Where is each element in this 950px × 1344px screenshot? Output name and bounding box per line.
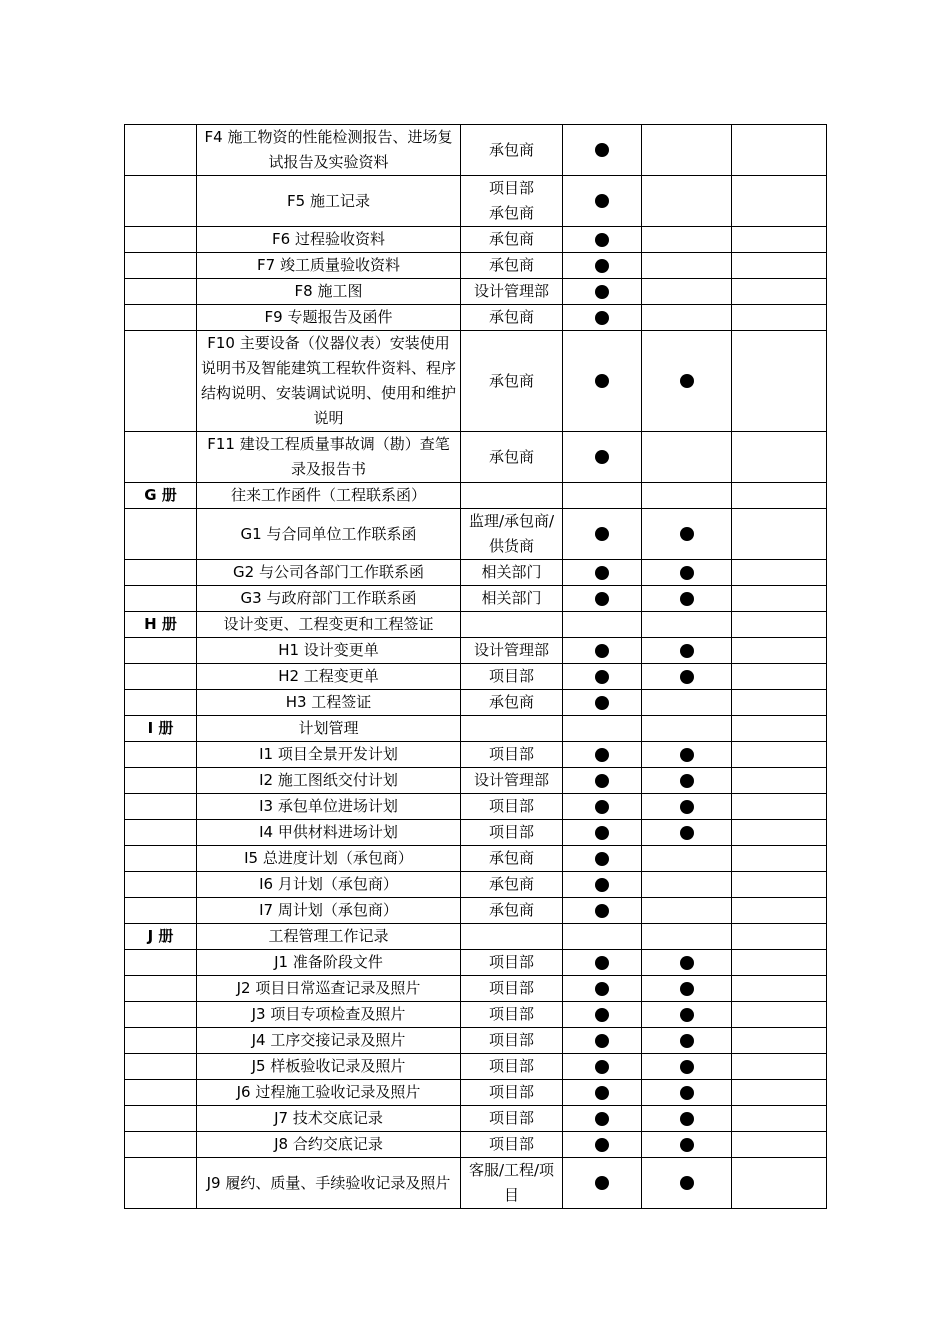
volume-label-cell (125, 509, 197, 560)
mark-cell-1 (563, 690, 642, 716)
volume-label-cell (125, 872, 197, 898)
mark-cell-1 (563, 742, 642, 768)
table-row (125, 872, 827, 898)
empty-cell (732, 872, 827, 898)
volume-label-cell (125, 898, 197, 924)
mark-cell-2 (642, 483, 732, 509)
filled-circle-icon (595, 956, 609, 970)
table-row (125, 125, 827, 176)
table-row (125, 846, 827, 872)
mark-cell-1 (563, 638, 642, 664)
mark-cell-2 (642, 898, 732, 924)
filled-circle-icon (595, 285, 609, 299)
document-title-cell: J2 项目日常巡查记录及照片 (197, 976, 461, 1002)
responsible-dept-cell: 承包商 (461, 846, 563, 872)
filled-circle-icon (595, 374, 609, 388)
empty-cell (732, 1080, 827, 1106)
mark-cell-2 (642, 820, 732, 846)
filled-circle-icon (680, 1112, 694, 1126)
volume-label-cell (125, 768, 197, 794)
responsible-dept-cell: 承包商 (461, 432, 563, 483)
table-row (125, 483, 827, 509)
filled-circle-icon (595, 592, 609, 606)
mark-cell-1 (563, 1158, 642, 1209)
document-title-cell: I5 总进度计划（承包商） (197, 846, 461, 872)
empty-cell (732, 664, 827, 690)
filled-circle-icon (680, 1176, 694, 1190)
mark-cell-1 (563, 176, 642, 227)
table-row (125, 1080, 827, 1106)
volume-label-cell (125, 1028, 197, 1054)
volume-label-cell (125, 227, 197, 253)
mark-cell-2 (642, 1080, 732, 1106)
responsible-dept-cell (461, 716, 563, 742)
table-row (125, 586, 827, 612)
responsible-dept-cell (461, 924, 563, 950)
document-title-cell: J5 样板验收记录及照片 (197, 1054, 461, 1080)
responsible-dept-cell: 项目部 (461, 1132, 563, 1158)
empty-cell (732, 742, 827, 768)
document-title-cell: J9 履约、质量、手续验收记录及照片 (197, 1158, 461, 1209)
mark-cell-2 (642, 227, 732, 253)
filled-circle-icon (680, 956, 694, 970)
responsible-dept-cell: 设计管理部 (461, 768, 563, 794)
mark-cell-2 (642, 176, 732, 227)
mark-cell-2 (642, 638, 732, 664)
empty-cell (732, 794, 827, 820)
volume-label-cell: H 册 (125, 612, 197, 638)
empty-cell (732, 1028, 827, 1054)
table-row (125, 768, 827, 794)
responsible-dept-cell: 项目部 (461, 976, 563, 1002)
mark-cell-2 (642, 1106, 732, 1132)
document-title-cell: I2 施工图纸交付计划 (197, 768, 461, 794)
filled-circle-icon (680, 826, 694, 840)
responsible-dept-cell: 承包商 (461, 690, 563, 716)
filled-circle-icon (595, 233, 609, 247)
document-title-cell: F8 施工图 (197, 279, 461, 305)
table-row (125, 898, 827, 924)
table-row (125, 1028, 827, 1054)
document-title-cell: F11 建设工程质量事故调（勘）查笔录及报告书 (197, 432, 461, 483)
filled-circle-icon (595, 748, 609, 762)
table-row (125, 690, 827, 716)
filled-circle-icon (680, 1008, 694, 1022)
mark-cell-1 (563, 253, 642, 279)
mark-cell-1 (563, 1054, 642, 1080)
mark-cell-2 (642, 305, 732, 331)
filled-circle-icon (595, 1008, 609, 1022)
mark-cell-1 (563, 612, 642, 638)
responsible-dept-cell: 项目部 (461, 794, 563, 820)
responsible-dept-cell: 承包商 (461, 305, 563, 331)
empty-cell (732, 638, 827, 664)
filled-circle-icon (595, 311, 609, 325)
empty-cell (732, 483, 827, 509)
empty-cell (732, 768, 827, 794)
table-row (125, 1002, 827, 1028)
mark-cell-1 (563, 1080, 642, 1106)
empty-cell (732, 612, 827, 638)
table-row (125, 664, 827, 690)
mark-cell-2 (642, 794, 732, 820)
responsible-dept-cell: 项目部 (461, 820, 563, 846)
mark-cell-2 (642, 664, 732, 690)
empty-cell (732, 1106, 827, 1132)
empty-cell (732, 924, 827, 950)
mark-cell-1 (563, 509, 642, 560)
filled-circle-icon (680, 644, 694, 658)
filled-circle-icon (595, 194, 609, 208)
empty-cell (732, 509, 827, 560)
responsible-dept-cell: 客服/工程/项目 (461, 1158, 563, 1209)
document-title-cell: J3 项目专项检查及照片 (197, 1002, 461, 1028)
mark-cell-2 (642, 331, 732, 432)
document-title-cell: J7 技术交底记录 (197, 1106, 461, 1132)
filled-circle-icon (680, 670, 694, 684)
volume-label-cell: J 册 (125, 924, 197, 950)
volume-label-cell (125, 176, 197, 227)
mark-cell-2 (642, 509, 732, 560)
volume-label-cell (125, 690, 197, 716)
empty-cell (732, 279, 827, 305)
document-title-cell: H1 设计变更单 (197, 638, 461, 664)
volume-label-cell (125, 950, 197, 976)
responsible-dept-cell: 项目部 (461, 1106, 563, 1132)
volume-label-cell: G 册 (125, 483, 197, 509)
empty-cell (732, 898, 827, 924)
document-title-cell: F9 专题报告及函件 (197, 305, 461, 331)
responsible-dept-cell: 承包商 (461, 227, 563, 253)
document-title-cell: J4 工序交接记录及照片 (197, 1028, 461, 1054)
table-row (125, 612, 827, 638)
archive-list-table (124, 124, 827, 1209)
filled-circle-icon (595, 644, 609, 658)
empty-cell (732, 125, 827, 176)
volume-label-cell (125, 279, 197, 305)
document-title-cell: F7 竣工质量验收资料 (197, 253, 461, 279)
mark-cell-1 (563, 924, 642, 950)
table-row (125, 227, 827, 253)
filled-circle-icon (680, 748, 694, 762)
empty-cell (732, 253, 827, 279)
mark-cell-2 (642, 924, 732, 950)
responsible-dept-cell: 相关部门 (461, 560, 563, 586)
table-row (125, 820, 827, 846)
responsible-dept-cell: 承包商 (461, 331, 563, 432)
document-title-cell: 计划管理 (197, 716, 461, 742)
responsible-dept-cell (461, 612, 563, 638)
mark-cell-1 (563, 1132, 642, 1158)
filled-circle-icon (595, 1112, 609, 1126)
empty-cell (732, 716, 827, 742)
mark-cell-1 (563, 1106, 642, 1132)
empty-cell (732, 950, 827, 976)
empty-cell (732, 690, 827, 716)
table-row (125, 638, 827, 664)
document-title-cell: J6 过程施工验收记录及照片 (197, 1080, 461, 1106)
filled-circle-icon (595, 878, 609, 892)
document-title-cell: H2 工程变更单 (197, 664, 461, 690)
filled-circle-icon (595, 696, 609, 710)
empty-cell (732, 846, 827, 872)
filled-circle-icon (595, 1060, 609, 1074)
responsible-dept-cell: 项目部 (461, 1080, 563, 1106)
mark-cell-1 (563, 794, 642, 820)
document-title-cell: F5 施工记录 (197, 176, 461, 227)
volume-label-cell (125, 846, 197, 872)
mark-cell-2 (642, 976, 732, 1002)
volume-label-cell (125, 305, 197, 331)
mark-cell-1 (563, 716, 642, 742)
responsible-dept-cell: 项目部 承包商 (461, 176, 563, 227)
responsible-dept-cell: 监理/承包商/供货商 (461, 509, 563, 560)
filled-circle-icon (680, 774, 694, 788)
filled-circle-icon (680, 592, 694, 606)
mark-cell-1 (563, 483, 642, 509)
filled-circle-icon (595, 774, 609, 788)
responsible-dept-cell: 承包商 (461, 898, 563, 924)
table-row (125, 305, 827, 331)
responsible-dept-cell: 项目部 (461, 950, 563, 976)
responsible-dept-cell: 设计管理部 (461, 279, 563, 305)
filled-circle-icon (595, 1034, 609, 1048)
mark-cell-2 (642, 846, 732, 872)
mark-cell-1 (563, 586, 642, 612)
volume-label-cell: I 册 (125, 716, 197, 742)
table-row (125, 279, 827, 305)
empty-cell (732, 820, 827, 846)
volume-label-cell (125, 432, 197, 483)
table-row (125, 742, 827, 768)
mark-cell-2 (642, 432, 732, 483)
filled-circle-icon (680, 1034, 694, 1048)
volume-label-cell (125, 742, 197, 768)
volume-label-cell (125, 976, 197, 1002)
document-title-cell: I4 甲供材料进场计划 (197, 820, 461, 846)
mark-cell-1 (563, 432, 642, 483)
volume-label-cell (125, 1002, 197, 1028)
mark-cell-1 (563, 560, 642, 586)
empty-cell (732, 432, 827, 483)
filled-circle-icon (680, 1060, 694, 1074)
document-title-cell: G2 与公司各部门工作联系函 (197, 560, 461, 586)
table-row (125, 716, 827, 742)
filled-circle-icon (595, 1176, 609, 1190)
filled-circle-icon (595, 143, 609, 157)
volume-label-cell (125, 794, 197, 820)
table-row (125, 253, 827, 279)
document-title-cell: 工程管理工作记录 (197, 924, 461, 950)
filled-circle-icon (595, 904, 609, 918)
volume-label-cell (125, 586, 197, 612)
mark-cell-2 (642, 1002, 732, 1028)
document-title-cell: J1 准备阶段文件 (197, 950, 461, 976)
mark-cell-1 (563, 279, 642, 305)
table-row (125, 176, 827, 227)
mark-cell-2 (642, 612, 732, 638)
filled-circle-icon (595, 259, 609, 273)
mark-cell-2 (642, 560, 732, 586)
empty-cell (732, 1054, 827, 1080)
document-title-cell: F6 过程验收资料 (197, 227, 461, 253)
empty-cell (732, 976, 827, 1002)
responsible-dept-cell: 项目部 (461, 742, 563, 768)
mark-cell-2 (642, 1054, 732, 1080)
responsible-dept-cell: 相关部门 (461, 586, 563, 612)
filled-circle-icon (595, 450, 609, 464)
empty-cell (732, 1002, 827, 1028)
filled-circle-icon (595, 826, 609, 840)
table-row (125, 1106, 827, 1132)
responsible-dept-cell: 项目部 (461, 664, 563, 690)
empty-cell (732, 586, 827, 612)
volume-label-cell (125, 1106, 197, 1132)
empty-cell (732, 305, 827, 331)
responsible-dept-cell (461, 483, 563, 509)
volume-label-cell (125, 331, 197, 432)
table-row (125, 924, 827, 950)
volume-label-cell (125, 253, 197, 279)
document-title-cell: I7 周计划（承包商） (197, 898, 461, 924)
table-row (125, 1158, 827, 1209)
mark-cell-2 (642, 125, 732, 176)
mark-cell-2 (642, 716, 732, 742)
mark-cell-2 (642, 872, 732, 898)
volume-label-cell (125, 1132, 197, 1158)
filled-circle-icon (680, 566, 694, 580)
mark-cell-2 (642, 950, 732, 976)
mark-cell-2 (642, 279, 732, 305)
volume-label-cell (125, 1080, 197, 1106)
filled-circle-icon (595, 1138, 609, 1152)
document-title-cell: H3 工程签证 (197, 690, 461, 716)
volume-label-cell (125, 664, 197, 690)
mark-cell-2 (642, 1158, 732, 1209)
mark-cell-1 (563, 305, 642, 331)
document-title-cell: G3 与政府部门工作联系函 (197, 586, 461, 612)
mark-cell-2 (642, 1028, 732, 1054)
empty-cell (732, 560, 827, 586)
empty-cell (732, 331, 827, 432)
table-row (125, 1054, 827, 1080)
mark-cell-2 (642, 690, 732, 716)
mark-cell-1 (563, 1002, 642, 1028)
mark-cell-1 (563, 125, 642, 176)
volume-label-cell (125, 560, 197, 586)
mark-cell-1 (563, 768, 642, 794)
filled-circle-icon (595, 1086, 609, 1100)
table-row (125, 794, 827, 820)
mark-cell-2 (642, 1132, 732, 1158)
responsible-dept-cell: 项目部 (461, 1028, 563, 1054)
document-title-cell: I3 承包单位进场计划 (197, 794, 461, 820)
filled-circle-icon (595, 670, 609, 684)
filled-circle-icon (595, 527, 609, 541)
mark-cell-2 (642, 253, 732, 279)
mark-cell-1 (563, 950, 642, 976)
table-row (125, 1132, 827, 1158)
responsible-dept-cell: 承包商 (461, 872, 563, 898)
volume-label-cell (125, 820, 197, 846)
document-title-cell: F10 主要设备（仪器仪表）安装使用说明书及智能建筑工程软件资料、程序结构说明、安装调试说明、使用和维护说明 (197, 331, 461, 432)
empty-cell (732, 176, 827, 227)
volume-label-cell (125, 1158, 197, 1209)
filled-circle-icon (595, 982, 609, 996)
mark-cell-2 (642, 586, 732, 612)
document-title-cell: 往来工作函件（工程联系函） (197, 483, 461, 509)
responsible-dept-cell: 项目部 (461, 1054, 563, 1080)
table-row (125, 509, 827, 560)
document-title-cell: I1 项目全景开发计划 (197, 742, 461, 768)
mark-cell-1 (563, 898, 642, 924)
empty-cell (732, 227, 827, 253)
table-row (125, 432, 827, 483)
mark-cell-2 (642, 768, 732, 794)
volume-label-cell (125, 1054, 197, 1080)
document-title-cell: I6 月计划（承包商） (197, 872, 461, 898)
filled-circle-icon (680, 1086, 694, 1100)
table-row (125, 976, 827, 1002)
mark-cell-2 (642, 742, 732, 768)
responsible-dept-cell: 承包商 (461, 253, 563, 279)
filled-circle-icon (595, 566, 609, 580)
table-row (125, 331, 827, 432)
mark-cell-1 (563, 976, 642, 1002)
mark-cell-1 (563, 664, 642, 690)
volume-label-cell (125, 125, 197, 176)
filled-circle-icon (595, 800, 609, 814)
table-body (125, 125, 827, 1209)
responsible-dept-cell: 项目部 (461, 1002, 563, 1028)
document-title-cell: F4 施工物资的性能检测报告、进场复试报告及实验资料 (197, 125, 461, 176)
filled-circle-icon (680, 982, 694, 996)
filled-circle-icon (680, 1138, 694, 1152)
document-title-cell: J8 合约交底记录 (197, 1132, 461, 1158)
document-title-cell: 设计变更、工程变更和工程签证 (197, 612, 461, 638)
responsible-dept-cell: 承包商 (461, 125, 563, 176)
mark-cell-1 (563, 820, 642, 846)
mark-cell-1 (563, 872, 642, 898)
filled-circle-icon (680, 800, 694, 814)
mark-cell-1 (563, 846, 642, 872)
filled-circle-icon (680, 374, 694, 388)
table-row (125, 560, 827, 586)
filled-circle-icon (680, 527, 694, 541)
document-title-cell: G1 与合同单位工作联系函 (197, 509, 461, 560)
mark-cell-1 (563, 331, 642, 432)
mark-cell-1 (563, 227, 642, 253)
empty-cell (732, 1132, 827, 1158)
empty-cell (732, 1158, 827, 1209)
mark-cell-1 (563, 1028, 642, 1054)
filled-circle-icon (595, 852, 609, 866)
table-row (125, 950, 827, 976)
responsible-dept-cell: 设计管理部 (461, 638, 563, 664)
volume-label-cell (125, 638, 197, 664)
